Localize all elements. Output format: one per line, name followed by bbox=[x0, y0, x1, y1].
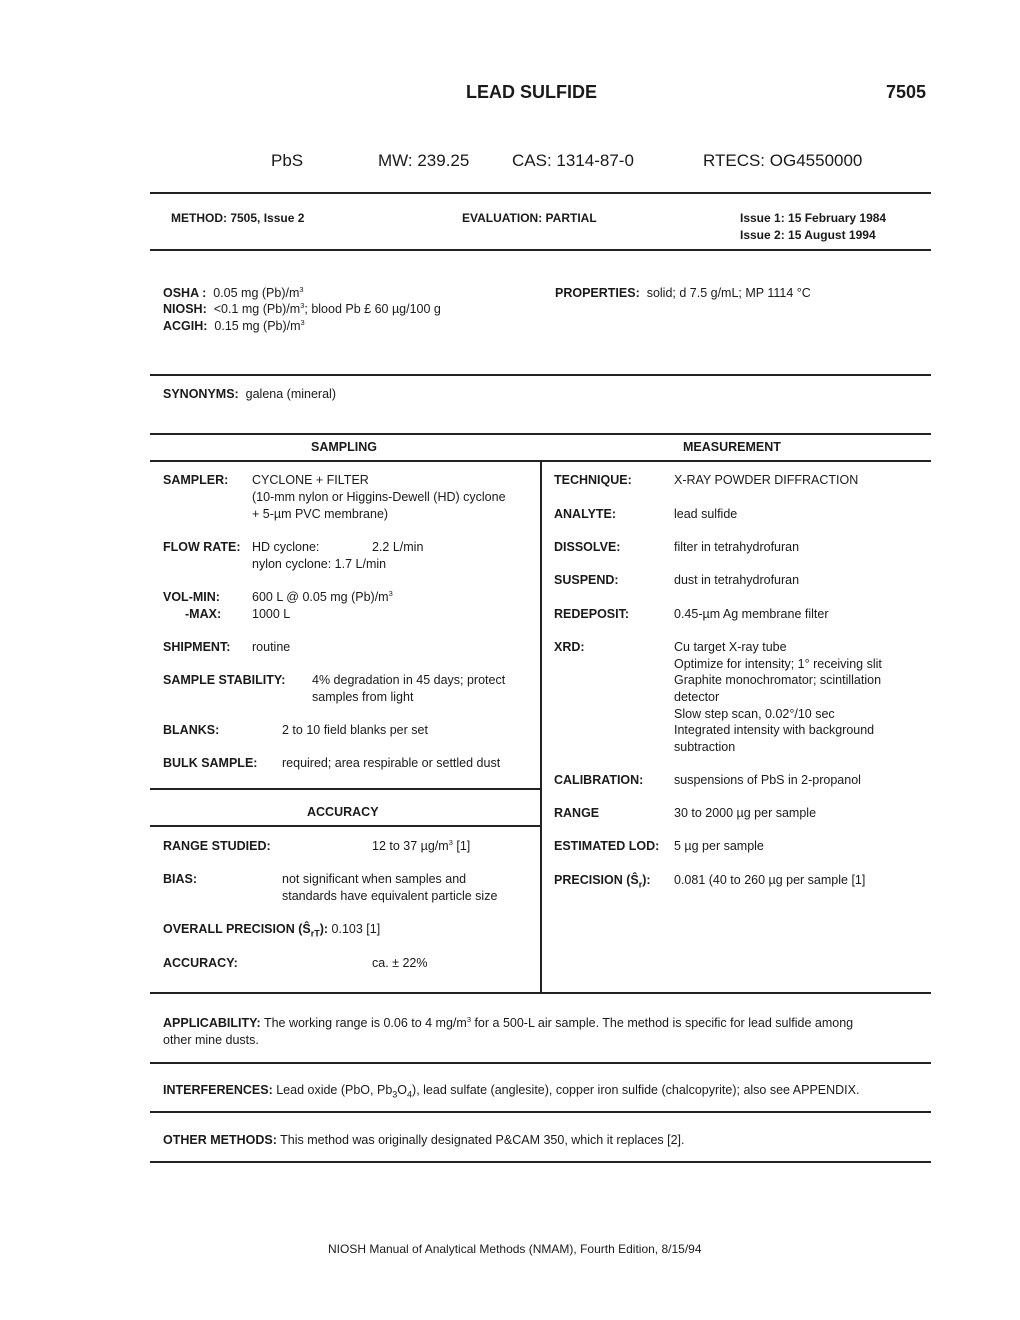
divider bbox=[150, 1161, 931, 1163]
other-methods bbox=[163, 1132, 685, 1149]
stability-line-1: 4% degradation in 45 days; protect bbox=[312, 673, 506, 687]
acgih-label: ACGIH: bbox=[163, 319, 208, 333]
niosh-value-blood: ; blood Pb £ 60 µg/100 g bbox=[304, 302, 441, 316]
accuracy-label: ACCURACY: bbox=[163, 956, 238, 970]
overall-precision-sub: rT bbox=[310, 928, 320, 939]
accuracy-value: ca. ± 22% bbox=[372, 956, 428, 970]
xrd-line-7: subtraction bbox=[674, 740, 736, 754]
sampler-line-2: (10-mm nylon or Higgins-Dewell (HD) cyclone bbox=[252, 490, 506, 504]
measurement-heading: MEASUREMENT bbox=[683, 440, 781, 454]
interferences-text-cont: ), lead sulfate (anglesite), copper iron sulfide (chalcopyrite); also see APPENDIX. bbox=[412, 1083, 860, 1097]
flow-rate-label: FLOW RATE: bbox=[163, 540, 241, 554]
page-title: LEAD SULFIDE bbox=[466, 82, 598, 102]
interferences-sub-3: 3 bbox=[392, 1089, 398, 1100]
divider bbox=[150, 788, 541, 790]
bias-line-2: standards have equivalent particle size bbox=[282, 889, 498, 903]
shipment-value: routine bbox=[252, 640, 291, 654]
xrd-line-3: Graphite monochromator; scintillation bbox=[674, 673, 882, 687]
analyte-value: lead sulfide bbox=[674, 507, 738, 521]
bias-label: BIAS: bbox=[163, 872, 198, 886]
overall-precision-value: 0.103 [1] bbox=[331, 922, 381, 936]
calibration-value: suspensions of PbS in 2-propanol bbox=[674, 773, 861, 787]
applicability bbox=[163, 1015, 923, 1032]
cas-number: CAS: 1314-87-0 bbox=[512, 151, 634, 170]
technique-label: TECHNIQUE: bbox=[554, 473, 632, 487]
osha-value: 0.05 mg (Pb)/m bbox=[213, 286, 300, 300]
sampler-line-3: + 5-µm PVC membrane) bbox=[252, 507, 389, 521]
range-value: 30 to 2000 µg per sample bbox=[674, 806, 817, 820]
dissolve-value: filter in tetrahydrofuran bbox=[674, 540, 800, 554]
issue-2-date: Issue 2: 15 August 1994 bbox=[740, 228, 876, 242]
applicability-text-end: other mine dusts. bbox=[163, 1033, 259, 1047]
other-methods-label: OTHER METHODS: bbox=[163, 1133, 277, 1147]
technique-value: X-RAY POWDER DIFFRACTION bbox=[674, 473, 859, 487]
acgih-limit bbox=[163, 318, 305, 335]
divider bbox=[150, 1111, 931, 1113]
suspend-label: SUSPEND: bbox=[554, 573, 619, 587]
rtecs-number: RTECS: OG4550000 bbox=[703, 151, 863, 170]
precision-label: PRECISION (Ŝ bbox=[554, 873, 639, 887]
cube-superscript: 3 bbox=[300, 301, 305, 310]
xrd-line-4: detector bbox=[674, 690, 720, 704]
interferences-label: INTERFERENCES: bbox=[163, 1083, 273, 1097]
cube-superscript: 3 bbox=[388, 589, 393, 598]
range-studied-value bbox=[372, 838, 470, 855]
analyte-label: ANALYTE: bbox=[554, 507, 617, 521]
precision-value: 0.081 (40 to 260 µg per sample [1] bbox=[674, 873, 866, 887]
accuracy-heading: ACCURACY bbox=[307, 805, 379, 819]
osha-label: OSHA : bbox=[163, 286, 207, 300]
molecular-weight: MW: 239.25 bbox=[378, 151, 470, 170]
xrd-label: XRD: bbox=[554, 640, 585, 654]
overall-precision-label: OVERALL PRECISION (Ŝ bbox=[163, 922, 311, 936]
applicability-text: The working range is 0.06 to 4 mg/m bbox=[263, 1016, 467, 1030]
overall-precision bbox=[163, 921, 380, 942]
divider bbox=[150, 433, 931, 435]
xrd-line-1: Cu target X-ray tube bbox=[674, 640, 787, 654]
precision bbox=[554, 872, 651, 893]
divider bbox=[150, 1062, 931, 1064]
xrd-line-5: Slow step scan, 0.02°/10 sec bbox=[674, 707, 835, 721]
vol-max-value: 1000 L bbox=[252, 607, 291, 621]
method-number: 7505 bbox=[886, 82, 927, 102]
footer: NIOSH Manual of Analytical Methods (NMAM), Fourth Edition, 8/15/94 bbox=[328, 1242, 702, 1256]
lod-value: 5 µg per sample bbox=[674, 839, 764, 853]
divider bbox=[150, 825, 541, 827]
vol-min-value bbox=[252, 589, 393, 606]
properties-label: PROPERTIES: bbox=[555, 286, 640, 300]
xrd-line-2: Optimize for intensity; 1° receiving slit bbox=[674, 657, 882, 671]
cube-superscript: 3 bbox=[300, 318, 305, 327]
shipment-label: SHIPMENT: bbox=[163, 640, 231, 654]
range-studied-text: 12 to 37 µg/m bbox=[372, 839, 449, 853]
osha-limit bbox=[163, 285, 304, 302]
redeposit-label: REDEPOSIT: bbox=[554, 607, 630, 621]
range-studied-label: RANGE STUDIED: bbox=[163, 839, 271, 853]
vol-min-label: VOL-MIN: bbox=[163, 590, 220, 604]
precision-close: ): bbox=[642, 873, 651, 887]
stability-line-2: samples from light bbox=[312, 690, 414, 704]
properties bbox=[555, 285, 811, 302]
applicability-label: APPLICABILITY: bbox=[163, 1016, 261, 1030]
evaluation: EVALUATION: PARTIAL bbox=[462, 211, 597, 225]
flow-rate-nylon: nylon cyclone: 1.7 L/min bbox=[252, 557, 387, 571]
vol-max-label: -MAX: bbox=[185, 607, 222, 621]
bulk-sample-label: BULK SAMPLE: bbox=[163, 756, 258, 770]
formula: PbS bbox=[271, 151, 304, 170]
flow-rate-hd-value: 2.2 L/min bbox=[372, 540, 424, 554]
synonyms bbox=[163, 386, 336, 403]
divider bbox=[150, 192, 931, 194]
applicability-text-cont: for a 500-L air sample. The method is specific for lead sulfide among bbox=[470, 1016, 854, 1030]
synonyms-label: SYNONYMS: bbox=[163, 387, 239, 401]
niosh-value: <0.1 mg (Pb)/m bbox=[213, 302, 301, 316]
cube-superscript: 3 bbox=[466, 1015, 471, 1024]
lod-label: ESTIMATED LOD: bbox=[554, 839, 660, 853]
divider bbox=[150, 992, 931, 994]
other-methods-text: This method was originally designated P&CAM 350, which it replaces [2]. bbox=[280, 1133, 685, 1147]
precision-sub: r bbox=[638, 879, 643, 890]
issue-1-date: Issue 1: 15 February 1984 bbox=[740, 211, 887, 225]
bulk-sample-value: required; area respirable or settled dust bbox=[282, 756, 501, 770]
blanks-value: 2 to 10 field blanks per set bbox=[282, 723, 428, 737]
range-label: RANGE bbox=[554, 806, 600, 820]
divider bbox=[150, 374, 931, 376]
vol-min-text: 600 L @ 0.05 mg (Pb)/m bbox=[252, 590, 389, 604]
redeposit-value: 0.45-µm Ag membrane filter bbox=[674, 607, 829, 621]
interferences bbox=[163, 1082, 933, 1103]
niosh-label: NIOSH: bbox=[163, 302, 207, 316]
bias-line-1: not significant when samples and bbox=[282, 872, 467, 886]
sampling-heading: SAMPLING bbox=[311, 440, 377, 454]
acgih-value: 0.15 mg (Pb)/m bbox=[214, 319, 301, 333]
overall-precision-close: ): bbox=[319, 922, 329, 936]
niosh-limit bbox=[163, 301, 441, 318]
interferences-text: Lead oxide (PbO, Pb bbox=[276, 1083, 393, 1097]
sampler-label: SAMPLER: bbox=[163, 473, 229, 487]
divider bbox=[150, 249, 931, 251]
cube-superscript: 3 bbox=[299, 285, 304, 294]
sampler-line-1: CYCLONE + FILTER bbox=[252, 473, 369, 487]
properties-value: solid; d 7.5 g/mL; MP 1114 °C bbox=[646, 286, 811, 300]
suspend-value: dust in tetrahydrofuran bbox=[674, 573, 800, 587]
stability-label: SAMPLE STABILITY: bbox=[163, 673, 286, 687]
range-studied-ref: [1] bbox=[452, 839, 471, 853]
blanks-label: BLANKS: bbox=[163, 723, 220, 737]
method-issue: METHOD: 7505, Issue 2 bbox=[171, 211, 305, 225]
interferences-oxygen: O bbox=[397, 1083, 408, 1097]
synonyms-value: galena (mineral) bbox=[245, 387, 336, 401]
cube-superscript: 3 bbox=[448, 838, 453, 847]
calibration-label: CALIBRATION: bbox=[554, 773, 644, 787]
dissolve-label: DISSOLVE: bbox=[554, 540, 621, 554]
xrd-line-6: Integrated intensity with background bbox=[674, 723, 875, 737]
interferences-sub-4: 4 bbox=[407, 1089, 413, 1100]
column-divider bbox=[540, 461, 542, 993]
flow-rate-hd: HD cyclone: bbox=[252, 540, 320, 554]
